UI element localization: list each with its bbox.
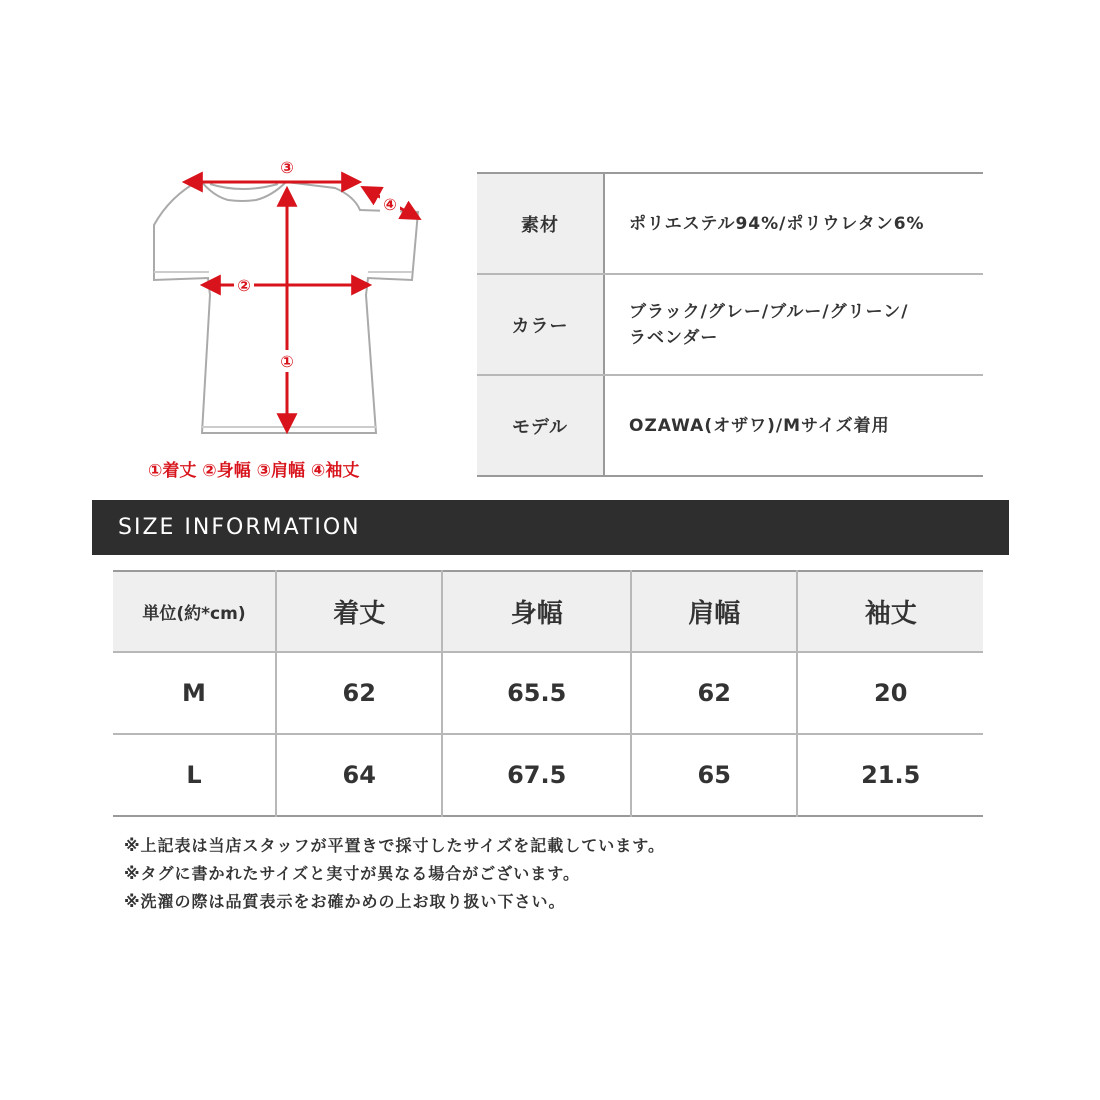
column-header-sleeve: 袖丈 (797, 571, 983, 652)
note-line: ※タグに書かれたサイズと実寸が異なる場合がございます。 (124, 864, 580, 883)
table-cell: 65 (631, 734, 797, 816)
detail-value: ポリエステル94%/ポリウレタン6% (604, 173, 983, 274)
detail-row-material (477, 173, 983, 274)
column-header-unit: 単位(約*cm) (113, 571, 276, 652)
marker-sleeve: ④ (383, 195, 397, 214)
marker-width: ② (237, 276, 251, 295)
table-cell: 21.5 (861, 761, 921, 789)
detail-label: カラー (477, 274, 604, 375)
column-header-length: 着丈 (276, 571, 442, 652)
table-cell: 20 (797, 652, 983, 734)
note-line: ※洗濯の際は品質表示をお確かめの上お取り扱い下さい。 (124, 892, 566, 911)
detail-row-color (477, 274, 983, 375)
marker-shoulder: ③ (280, 158, 294, 177)
table-row (113, 652, 983, 734)
table-cell: 67.5 (442, 734, 631, 816)
measurement-legend: ①着丈 ②身幅 ③肩幅 ④袖丈 (148, 461, 360, 481)
size-table (113, 570, 983, 817)
section-heading (92, 500, 1009, 555)
column-header-width: 身幅 (442, 571, 631, 652)
detail-label: 素材 (477, 173, 604, 274)
detail-row-model (477, 375, 983, 476)
table-cell: 62 (631, 652, 797, 734)
size-table-header (113, 571, 983, 652)
tshirt-diagram (130, 150, 450, 490)
detail-value: OZAWA(オザワ)/Mサイズ着用 (629, 415, 890, 436)
detail-value: ブラック/グレー/ブルー/グリーン/ ラベンダー (604, 274, 983, 375)
note-line: ※上記表は当店スタッフが平置きで採寸したサイズを記載しています。 (124, 836, 665, 855)
table-cell: 64 (276, 734, 442, 816)
column-header-shoulder: 肩幅 (631, 571, 797, 652)
table-row (113, 734, 983, 816)
detail-label: モデル (477, 375, 604, 476)
size-label: L (113, 734, 276, 816)
notes (124, 832, 1024, 916)
table-cell: 65.5 (442, 652, 631, 734)
product-details-table (477, 172, 983, 477)
section-heading-text: SIZE INFORMATION (118, 515, 361, 540)
size-label: M (113, 652, 276, 734)
marker-length: ① (280, 352, 294, 371)
table-cell: 62 (276, 652, 442, 734)
tshirt-illustration (130, 150, 450, 490)
